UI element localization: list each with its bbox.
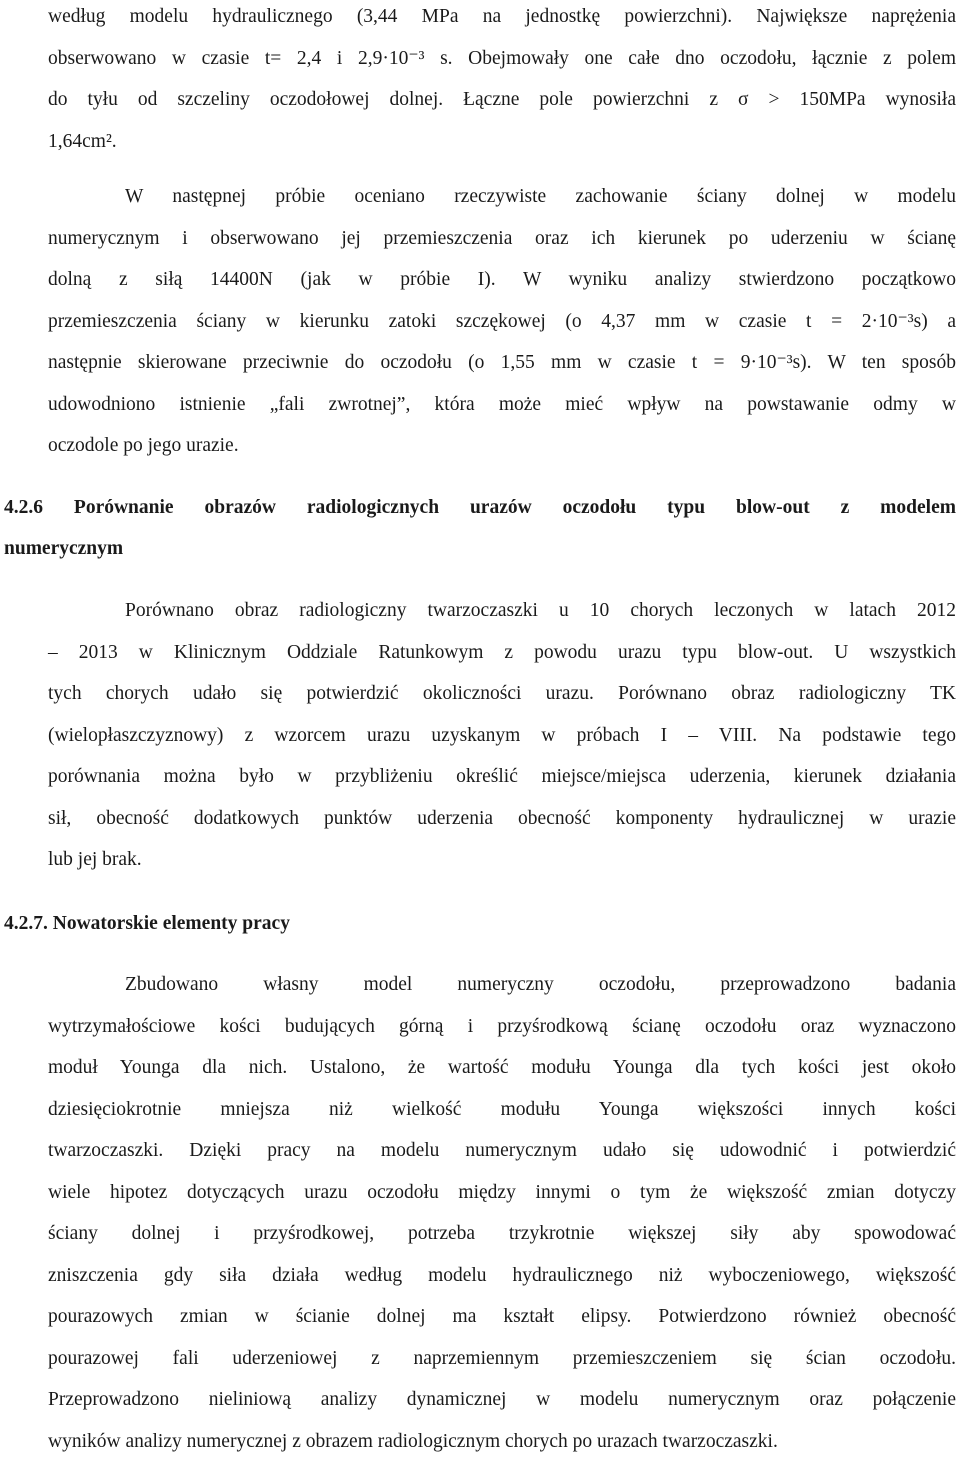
text-line: Zbudowano własny model numeryczny oczodołu, przeprowadzono badania (48, 964, 956, 1006)
text-line: pourazowej fali uderzeniowej z naprzemiennym przemieszczeniem się ścian oczodołu. (48, 1338, 956, 1380)
paragraph-radiology-comparison (48, 590, 956, 881)
text-line: oczodole po jego urazie. (48, 425, 956, 467)
text-line: do tyłu od szczeliny oczodołowej dolnej. Łączne pole powierzchni z σ > 150MPa wynosiła (48, 79, 956, 121)
text-line: wiele hipotez dotyczących urazu oczodołu między innymi o tym że większość zmian dotyczy (48, 1172, 956, 1214)
text-line: 1,64cm². (48, 121, 956, 163)
text-line: twarzoczaszki. Dzięki pracy na modelu numerycznym udało się udowodnić i potwierdzić (48, 1130, 956, 1172)
text-line: następnie skierowane przeciwnie do oczodołu (o 1,55 mm w czasie t = 9·10⁻³s). W ten sposób (48, 342, 956, 384)
text-line: W następnej próbie oceniano rzeczywiste zachowanie ściany dolnej w modelu (48, 176, 956, 218)
text-line: porównania można było w przybliżeniu określić miejsce/miejsca uderzenia, kierunek działania (48, 756, 956, 798)
text-line: wyników analizy numerycznej z obrazem radiologicznym chorych po urazach twarzoczaszki. (48, 1421, 956, 1462)
paragraph-top (48, 0, 956, 162)
text-line: dolną z siłą 14400N (jak w próbie I). W wyniku analizy stwierdzono początkowo (48, 259, 956, 301)
text-line: obserwowano w czasie t= 2,4 i 2,9·10⁻³ s. Obejmowały one całe dno oczodołu, łącznie z polem (48, 38, 956, 80)
text-line: Porównano obraz radiologiczny twarzoczaszki u 10 chorych leczonych w latach 2012 (48, 590, 956, 632)
text-line: ściany dolnej i przyśrodkowej, potrzeba trzykrotnie większej siły aby spowodować (48, 1213, 956, 1255)
text-line: numerycznym i obserwowano jej przemieszczenia oraz ich kierunek po uderzeniu w ścianę (48, 218, 956, 260)
section-heading-4-2-7 (4, 903, 956, 944)
text-line: sił, obecność dodatkowych punktów uderzenia obecność komponenty hydraulicznej w urazie (48, 798, 956, 840)
heading-line: 4.2.7. Nowatorskie elementy pracy (4, 903, 956, 944)
paragraph-wall-displacement (48, 176, 956, 467)
heading-line: numerycznym (4, 528, 956, 569)
text-line: według modelu hydraulicznego (3,44 MPa na jednostkę powierzchni). Największe naprężenia (48, 0, 956, 38)
text-line: Przeprowadzono nieliniową analizy dynamicznej w modelu numerycznym oraz połączenie (48, 1379, 956, 1421)
text-line: przemieszczenia ściany w kierunku zatoki szczękowej (o 4,37 mm w czasie t = 2·10⁻³s) a (48, 301, 956, 343)
section-heading-4-2-6 (4, 487, 956, 569)
text-line: dziesięciokrotnie mniejsza niż wielkość modułu Younga większości innych kości (48, 1089, 956, 1131)
text-line: pourazowych zmian w ścianie dolnej ma kształt elipsy. Potwierdzono również obecność (48, 1296, 956, 1338)
paragraph-novel-elements (48, 964, 956, 1462)
text-line: (wielopłaszczyznowy) z wzorcem urazu uzyskanym w próbach I – VIII. Na podstawie tego (48, 715, 956, 757)
text-line: – 2013 w Klinicznym Oddziale Ratunkowym z powodu urazu typu blow-out. U wszystkich (48, 632, 956, 674)
text-line: moduł Younga dla nich. Ustalono, że wartość modułu Younga dla tych kości jest około (48, 1047, 956, 1089)
text-line: zniszczenia gdy siła działa według modelu hydraulicznego niż wyboczeniowego, większość (48, 1255, 956, 1297)
text-line: tych chorych udało się potwierdzić okoliczności urazu. Porównano obraz radiologiczny TK (48, 673, 956, 715)
text-line: udowodniono istnienie „fali zwrotnej”, która może mieć wpływ na powstawanie odmy w (48, 384, 956, 426)
heading-line: 4.2.6 Porównanie obrazów radiologicznych urazów oczodołu typu blow-out z modelem (4, 487, 956, 528)
text-line: lub jej brak. (48, 839, 956, 881)
text-line: wytrzymałościowe kości budujących górną i przyśrodkową ścianę oczodołu oraz wyznaczono (48, 1006, 956, 1048)
